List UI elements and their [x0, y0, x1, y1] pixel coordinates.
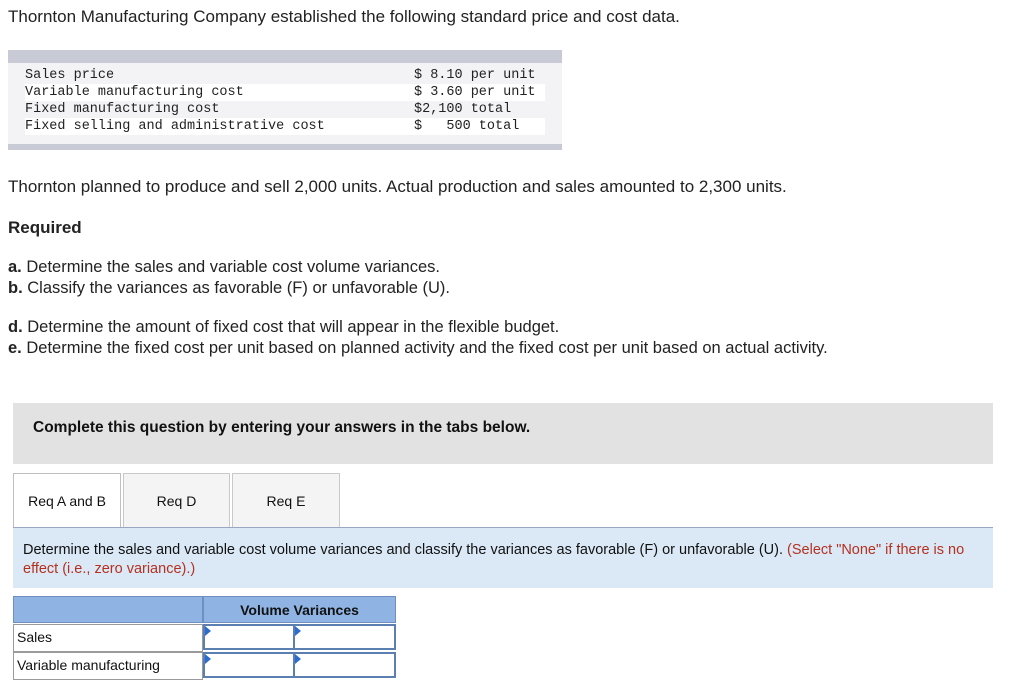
cost-value: $ 500 total [414, 119, 520, 134]
cost-value: $2,100 total [414, 102, 512, 117]
tab-instruction [13, 528, 993, 588]
cost-label: Fixed manufacturing cost [25, 102, 220, 117]
answer-row-label: Variable manufacturing [13, 652, 203, 680]
input-marker-icon [205, 654, 211, 664]
instruction-main: Determine the sales and variable cost volume variances and classify the variances as favorable (F) or unfavorable (U). [23, 542, 783, 558]
cost-label: Fixed selling and administrative cost [25, 119, 325, 134]
cost-value: $ 3.60 per unit [414, 85, 536, 100]
requirement-text: Determine the sales and variable cost volume variances. [21, 258, 440, 276]
cost-data-table [8, 50, 562, 150]
answer-header: Volume Variances [203, 596, 396, 623]
banner-text: Complete this question by entering your answers in the tabs below. [33, 419, 531, 436]
cost-row [25, 101, 512, 118]
input-marker-icon [205, 626, 211, 636]
requirement-item [8, 339, 828, 358]
requirement-text: Classify the variances as favorable (F) or unfavorable (U). [22, 279, 451, 297]
answer-table [13, 596, 396, 680]
variable-manufacturing-classification-select[interactable] [293, 652, 396, 678]
intro-text: Thornton Manufacturing Company established the following standard price and cost data. [8, 7, 680, 26]
instruction-note: (Select "None" if there is no effect (i.e., zero variance).) [23, 542, 965, 577]
requirement-text: Determine the fixed cost per unit based on planned activity and the fixed cost per unit based on actual activity. [21, 339, 828, 357]
requirement-item [8, 318, 559, 337]
cost-value: $ 8.10 per unit [414, 68, 536, 83]
cost-row [25, 84, 545, 101]
cost-label: Variable manufacturing cost [25, 85, 244, 100]
variable-manufacturing-amount-input[interactable] [203, 652, 295, 678]
requirement-letter: a. [8, 258, 22, 276]
tab-req-d[interactable]: Req D [123, 473, 230, 528]
cost-row [25, 118, 545, 135]
tab-req-e[interactable]: Req E [232, 473, 340, 528]
requirement-text: Determine the amount of fixed cost that will appear in the flexible budget. [22, 318, 560, 336]
cost-row [25, 67, 536, 84]
requirement-letter: e. [8, 339, 22, 357]
requirement-letter: d. [8, 318, 23, 336]
input-marker-icon [295, 626, 301, 636]
instruction-banner [13, 403, 993, 464]
answer-row-label: Sales [13, 624, 203, 652]
input-marker-icon [295, 654, 301, 664]
requirement-item [8, 258, 440, 277]
cost-label: Sales price [25, 68, 115, 83]
tab-req-a-and-b[interactable]: Req A and B [13, 473, 121, 528]
sales-classification-select[interactable] [293, 624, 396, 650]
requirement-letter: b. [8, 279, 23, 297]
sales-amount-input[interactable] [203, 624, 295, 650]
plan-text: Thornton planned to produce and sell 2,000 units. Actual production and sales amounted to 2,300 units. [8, 177, 787, 196]
requirement-item [8, 279, 450, 298]
required-heading: Required [8, 218, 82, 237]
answer-header-blank [13, 596, 203, 623]
